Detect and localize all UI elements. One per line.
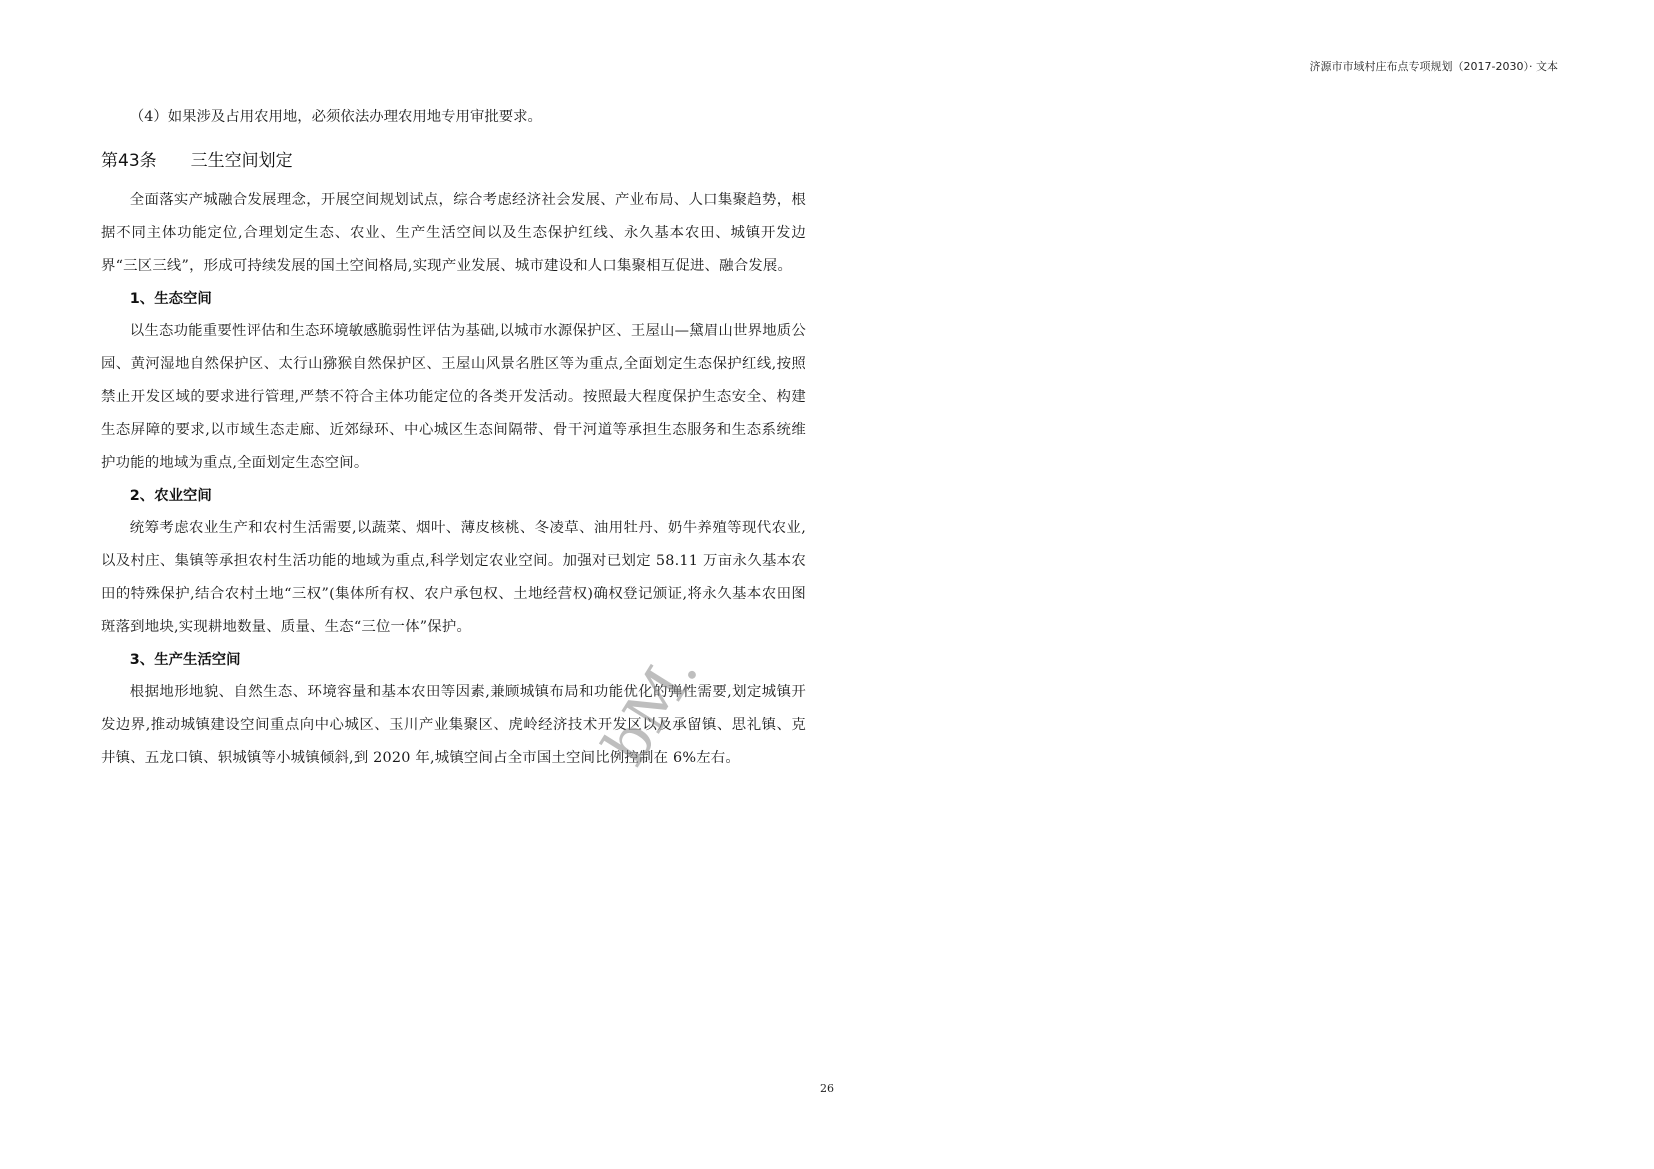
document-header: 济源市市域村庄布点专项规划（2017-2030）· 文本	[1309, 60, 1558, 73]
watermark: bM.	[590, 639, 713, 778]
clause-item-4: （4）如果涉及占用农用地，必须依法办理农用地专用审批要求。	[129, 109, 542, 125]
section-heading-agricultural: 2、农业空间	[129, 488, 212, 504]
document-body	[101, 104, 806, 778]
intro-paragraph: 全面落实产城融合发展理念，开展空间规划试点，综合考虑经济社会发展、产业布局、人口集聚趋势，根据不同主体功能定位,合理划定生态、农业、生产生活空间以及生态保护红线、永久基本农田、城镇开发边界“三区三线”，形成可持续发展的国土空间格局,实现产业发展、城市建设和人口集聚相互促进、融合发展。	[101, 192, 806, 274]
article-number: 第43条	[101, 151, 157, 171]
section-body-production-living: 根据地形地貌、自然生态、环境容量和基本农田等因素,兼顾城镇布局和功能优化的弹性需要,划定城镇开发边界,推动城镇建设空间重点向中心城区、玉川产业集聚区、虎岭经济技术开发区以及承留镇、思礼镇、克井镇、五龙口镇、轵城镇等小城镇倾斜,到 2020 年,城镇空间占全市国土空间比例控制在 6%左右。	[101, 684, 806, 766]
article-title: 三生空间划定	[190, 151, 293, 171]
section-body-agricultural: 统筹考虑农业生产和农村生活需要,以蔬菜、烟叶、薄皮核桃、冬凌草、油用牡丹、奶牛养殖等现代农业,以及村庄、集镇等承担农村生活功能的地域为重点,科学划定农业空间。加强对已划定 58.11 万亩永久基本农田的特殊保护,结合农村土地“三权”(集体所有权、农户承包权、土地经营权)确权登记颁证,将永久基本农田图斑落到地块,实现耕地数量、质量、生态“三位一体”保护。	[101, 520, 806, 635]
article-heading	[101, 148, 806, 174]
section-body-ecological: 以生态功能重要性评估和生态环境敏感脆弱性评估为基础,以城市水源保护区、王屋山—黛眉山世界地质公园、黄河湿地自然保护区、太行山猕猴自然保护区、王屋山风景名胜区等为重点,全面划定生态保护红线,按照禁止开发区域的要求进行管理,严禁不符合主体功能定位的各类开发活动。按照最大程度保护生态安全、构建生态屏障的要求,以市域生态走廊、近郊绿环、中心城区生态间隔带、骨干河道等承担生态服务和生态系统维护功能的地域为重点,全面划定生态空间。	[101, 323, 806, 471]
section-heading-ecological: 1、生态空间	[129, 291, 212, 307]
section-heading-production-living: 3、生产生活空间	[129, 652, 241, 668]
page-number: 26	[820, 1082, 834, 1095]
